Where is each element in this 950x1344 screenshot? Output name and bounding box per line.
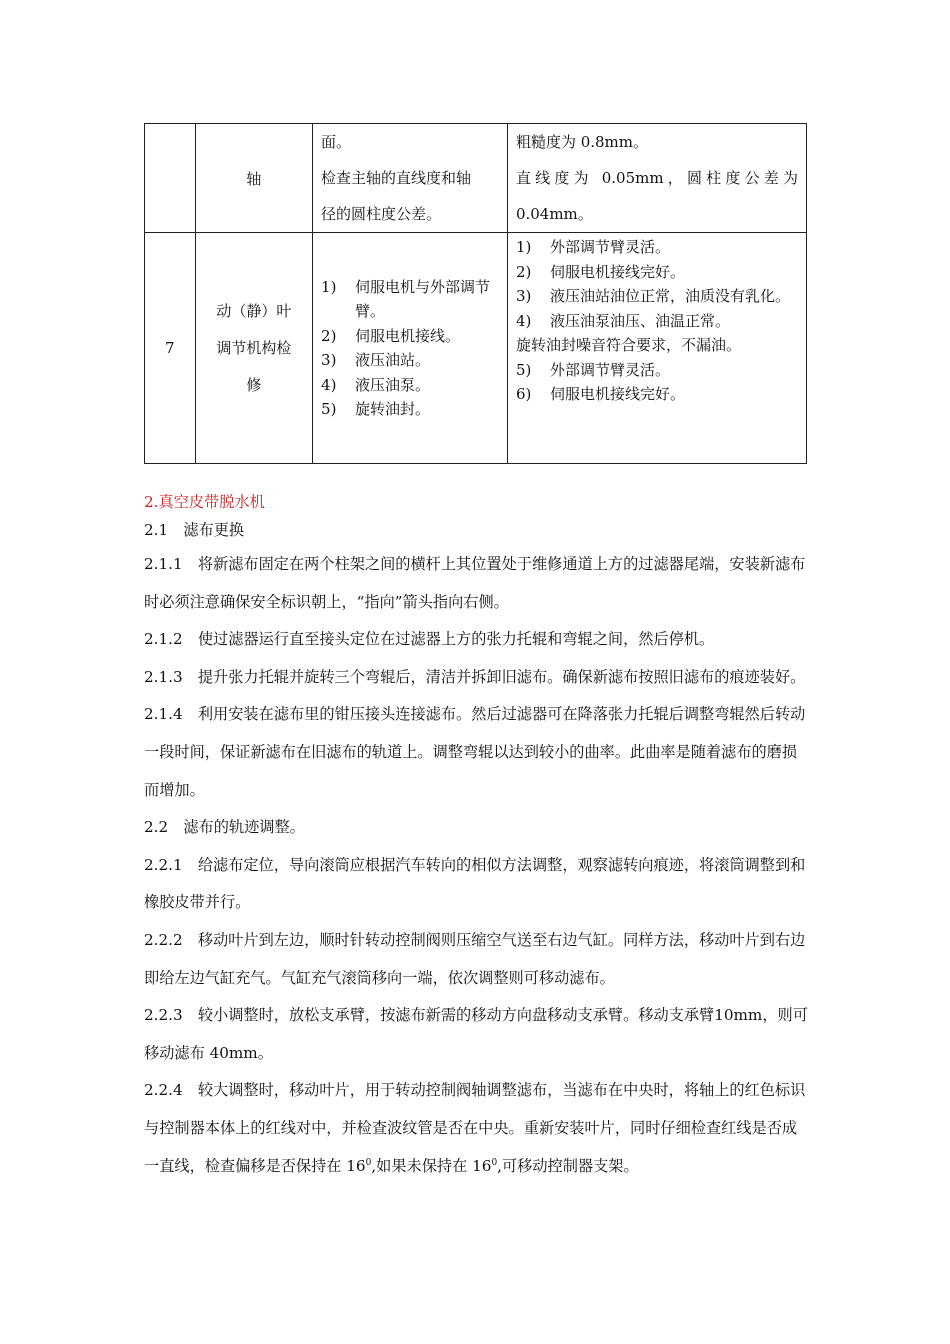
list-item: 5) 外部调节臂灵活。: [515, 360, 670, 379]
row-number-cell: [145, 124, 196, 233]
item-name-line: 调节机构检: [216, 338, 292, 357]
table-row: [145, 124, 807, 233]
table-row: [145, 233, 807, 464]
paragraph: 2.2.4 较大调整时，移动叶片，用于转动控制阀轴调整滤布，当滤布在中央时，将轴上的红色标识与控制器本体上的红线对中，并检查波纹管是否在中央。重新安装叶片，同时仔细检查红线是否成一直线，检查偏移是否保持在 $16^0$,如果未保持在 $16^0$,可移动控制器支架。: [144, 1081, 806, 1175]
content-cell: [313, 124, 508, 233]
subsection-heading: 2.1 滤布更换: [144, 521, 245, 539]
list-item: 5) 旋转油封。: [321, 400, 431, 418]
standard-line: 0.04mm。: [515, 205, 593, 223]
row-number: 7: [165, 339, 175, 357]
subsection-heading: 2.2 滤布的轨迹调整。: [144, 818, 305, 837]
standard-line: 直线度为 0.05mm，圆柱度公差为: [515, 169, 798, 187]
content-cell: [313, 233, 508, 464]
item-name-cell: [195, 124, 312, 233]
superscript: 0: [491, 1157, 498, 1168]
list-item: 1) 外部调节臂灵活。: [515, 238, 670, 256]
paragraph: 2.1.1 将新滤布固定在两个柱架之间的横杆上其位置处于维修通道上方的过滤器尾端，安装新滤布时必须注意确保安全标识朝上，“指向”箭头指向右侧。: [144, 555, 806, 611]
content-line: 面。: [321, 133, 352, 151]
section-heading: 2.真空皮带脱水机: [144, 493, 265, 511]
list-item: 4) 液压油泵。: [321, 375, 431, 394]
list-item: 6) 伺服电机接线完好。: [515, 385, 685, 403]
list-item: 3) 液压油站。: [321, 351, 431, 369]
spec-table: [144, 123, 807, 464]
paragraph: 2.1.3 提升张力托辊并旋转三个弯辊后，清洁并拆卸旧滤布。确保新滤布按照旧滤布的痕迹装好。: [144, 667, 806, 686]
standard-cell: [507, 233, 806, 464]
paragraph: 2.1.2 使过滤器运行直至接头定位在过滤器上方的张力托辊和弯辊之间，然后停机。: [144, 630, 715, 649]
list-item: 2) 伺服电机接线完好。: [515, 262, 685, 281]
paragraph: 2.2.2 移动叶片到左边，顺时针转动控制阀则压缩空气送至右边气缸。同样方法，移动叶片到右边即给左边气缸充气。气缸充气滚筒移向一端，依次调整则可移动滤布。: [144, 930, 806, 987]
item-name-line: 修: [246, 375, 262, 394]
content-line: 径的圆柱度公差。: [321, 205, 442, 223]
list-item: 4) 液压油泵油压、油温正常。: [515, 311, 730, 330]
list-item: 旋转油封噪音符合要求，不漏油。: [515, 336, 741, 354]
paragraph: 2.2.3 较小调整时，放松支承臂，按滤布新需的移动方向盘移动支承臂。移动支承臂10mm，则可移动滤布 40mm。: [144, 1006, 808, 1062]
superscript: 0: [365, 1157, 372, 1168]
list-item: 3) 液压油站油位正常，油质没有乳化。: [515, 287, 790, 305]
paragraph: 2.2.1 给滤布定位，导向滚筒应根据汽车转向的相似方法调整，观察滤转向痕迹，将滚筒调整到和橡胶皮带并行。: [144, 855, 806, 912]
row-number-cell: [145, 233, 196, 464]
paragraph: 2.1.4 利用安装在滤布里的钳压接头连接滤布。然后过滤器可在降落张力托辊后调整弯辊然后转动一段时间，保证新滤布在旧滤布的轨道上。调整弯辊以达到较小的曲率。此曲率是随着滤布的磨损而增加。: [144, 705, 806, 799]
standard-line: 粗糙度为 0.8mm。: [515, 133, 649, 151]
content-list: [313, 275, 507, 422]
item-name-line: 动（静）叶: [216, 301, 292, 320]
standard-list: [508, 235, 806, 407]
document-body: [144, 485, 810, 1185]
item-name: 轴: [246, 169, 262, 188]
list-item: 1) 伺服电机与外部调节臂。: [321, 277, 491, 320]
content-line: 检查主轴的直线度和轴: [321, 169, 472, 187]
item-name-cell: [195, 233, 312, 464]
list-item: 2) 伺服电机接线。: [321, 326, 461, 345]
standard-cell: [507, 124, 806, 233]
